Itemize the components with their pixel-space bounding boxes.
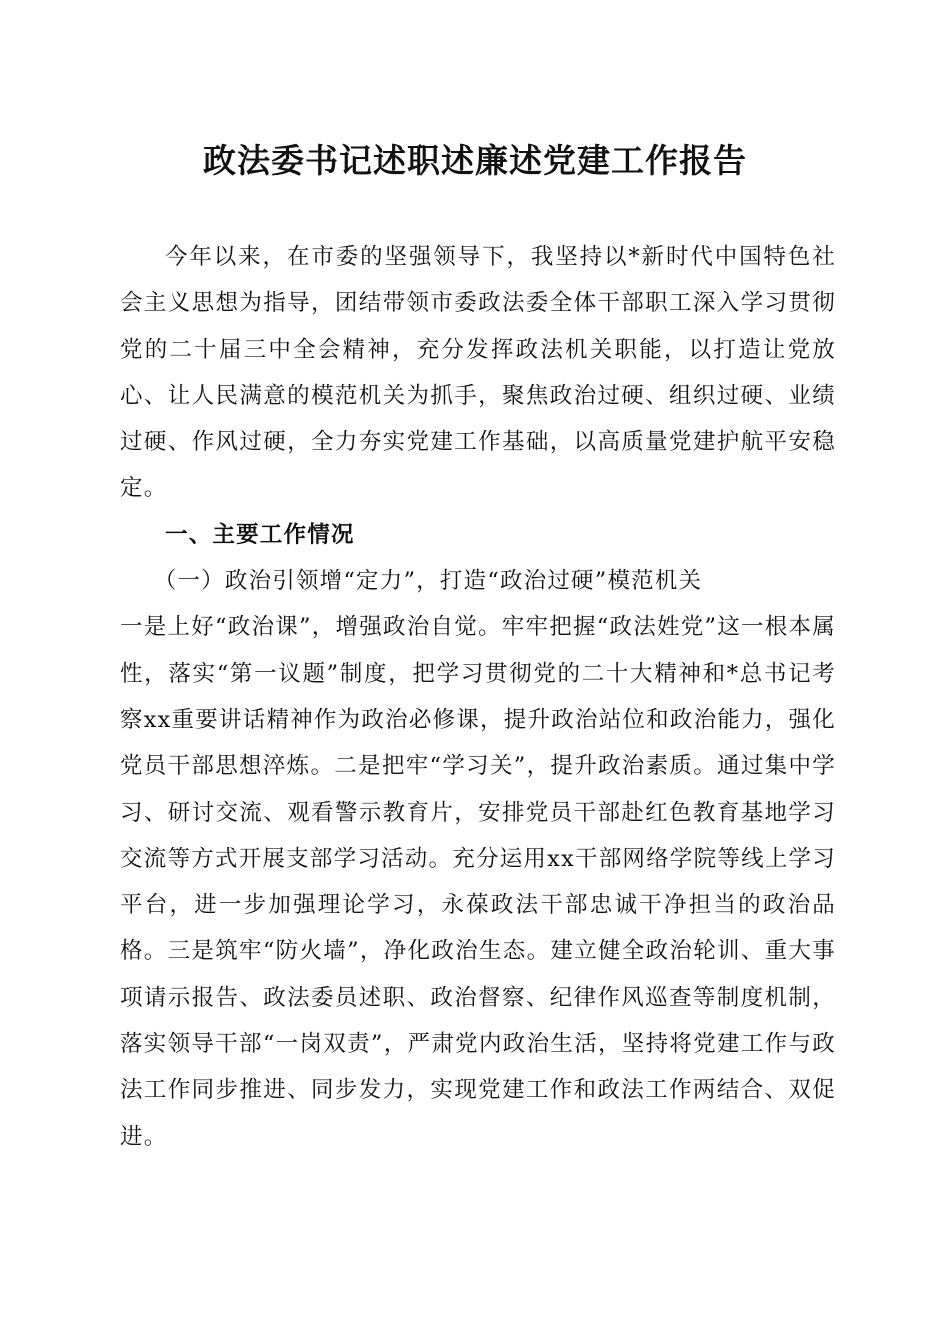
document-title: 政法委书记述职述廉述党建工作报告 <box>203 141 747 180</box>
section-heading-main-work: 一、主要工作情况 <box>165 521 355 548</box>
document-body <box>120 234 836 1160</box>
subsection-body-political-leadership: 一是上好“政治课”，增强政治自觉。牢牢把握“政法姓党”这一根本属性，落实“第一议题”制度，把学习贯彻党的二十大精神和*总书记考察xx重要讲话精神作为政治必修课，提升政治站位和政治能力，强化党员干部思想淬炼。二是把牢“学习关”，提升政治素质。通过集中学习、研讨交流、观看警示教育片，安排党员干部赴红色教育基地学习交流等方式开展支部学习活动。充分运用xx干部网络学院等线上学习平台，进一步加强理论学习，永葆政法干部忠诚干净担当的政治品格。三是筑牢“防火墙”，净化政治生态。建立健全政治轮训、重大事项请示报告、政法委员述职、政治督察、纪律作风巡查等制度机制，落实领导干部“一岗双责”，严肃党内政治生活，坚持将党建工作与政法工作同步推进、同步发力，实现党建工作和政法工作两结合、双促进。 <box>120 614 836 1150</box>
intro-paragraph: 今年以来，在市委的坚强领导下，我坚持以*新时代中国特色社会主义思想为指导，团结带领市委政法委全体干部职工深入学习贯彻党的二十届三中全会精神，充分发挥政法机关职能，以打造让党放心、让人民满意的模范机关为抓手，聚焦政治过硬、组织过硬、业绩过硬、作风过硬，全力夯实党建工作基础，以高质量党建护航平安稳定。 <box>120 244 836 502</box>
subsection-heading-political-leadership: （一）政治引领增“定力”，打造“政治过硬”模范机关 <box>153 568 703 595</box>
